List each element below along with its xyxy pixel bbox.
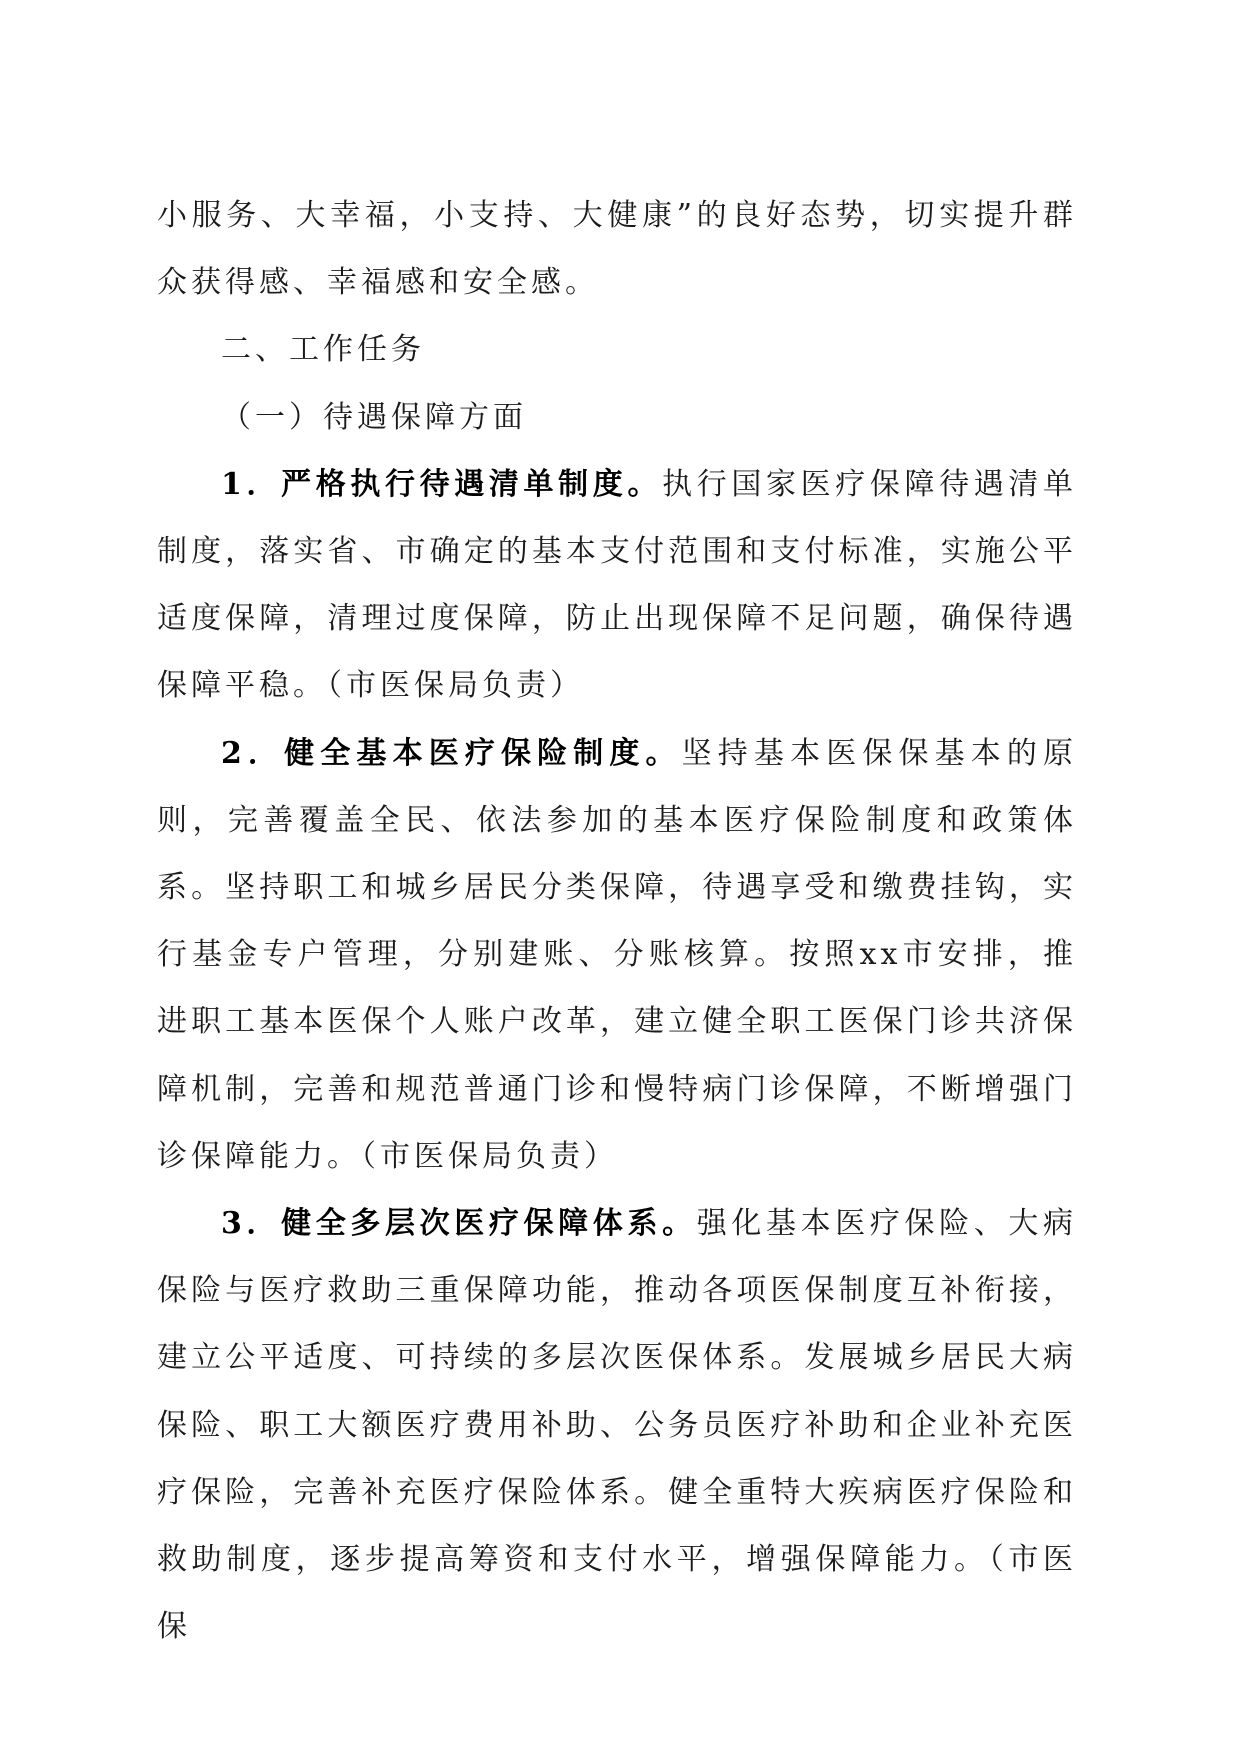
subsection-heading: （一）待遇保障方面 — [221, 399, 527, 435]
task-item-1-title: 严格执行待遇清单制度。 — [281, 466, 663, 502]
task-item-2-body: 坚持基本医保保基本的原则，完善覆盖全民、依法参加的基本医疗保险制度和政策体系。坚持职工和城乡居民分类保障，待遇享受和缴费挂钩，实行基金专户管理，分别建账、分账核算。按照xx市安排，推进职工基本医保个人账户改革，建立健全职工医保门诊共济保障机制，完善和规范普通门诊和慢特病门诊保障，不断增强门诊保障能力。（市医保局负责） — [157, 735, 1078, 1174]
task-item-1 — [157, 451, 1077, 720]
task-item-3-number: 3． — [221, 1206, 282, 1242]
task-item-1-number: 1． — [221, 466, 282, 502]
task-item-2-number: 2． — [221, 735, 285, 771]
section-heading: 二、工作任务 — [221, 332, 425, 368]
task-item-1-body: 执行国家医疗保障待遇清单制度，落实省、市确定的基本支付范围和支付标准，实施公平适度保障，清理过度保障，防止出现保障不足问题，确保待遇保障平稳。（市医保局负责） — [157, 466, 1078, 704]
task-item-2 — [157, 720, 1077, 1190]
task-item-3-body: 强化基本医疗保险、大病保险与医疗救助三重保障功能，推动各项医保制度互补衔接，建立公平适度、可持续的多层次医保体系。发展城乡居民大病保险、职工大额医疗费用补助、公务员医疗补助和企业补充医疗保险，完善补充医疗保险体系。健全重特大疾病医疗保险和救助制度，逐步提高筹资和支付水平，增强保障能力。（市医保 — [157, 1206, 1078, 1645]
task-item-3-title: 健全多层次医疗保障体系。 — [281, 1206, 697, 1242]
task-item-3 — [157, 1190, 1077, 1660]
document-body — [157, 182, 1077, 1660]
paragraph-continuation: 小服务、大幸福，小支持、大健康”的良好态势，切实提升群众获得感、幸福感和安全感。 — [157, 198, 1077, 301]
task-item-2-title: 健全基本医疗保险制度。 — [284, 735, 682, 771]
